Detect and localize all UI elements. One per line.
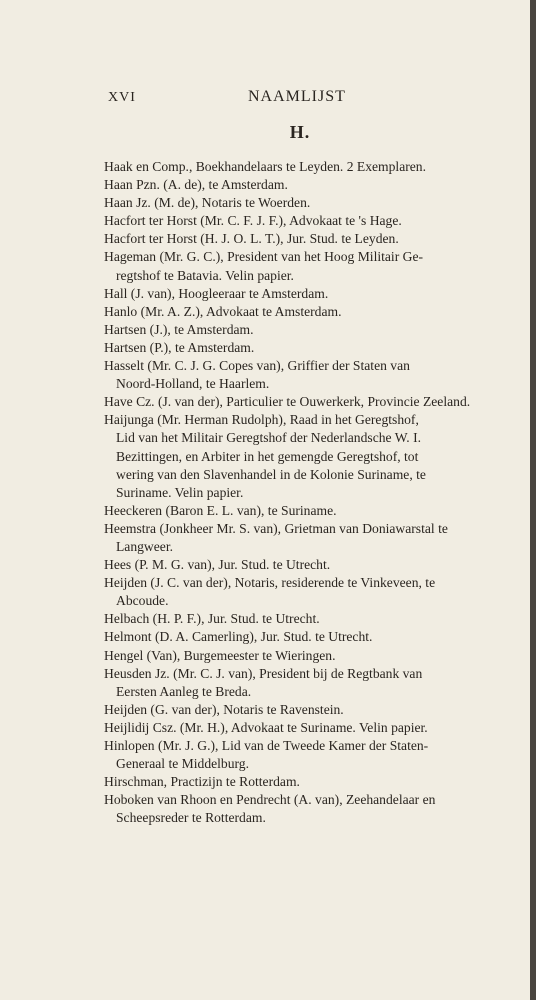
entry-line: Heusden Jz. (Mr. C. J. van), President bij de Regtbank van <box>104 665 423 681</box>
list-item <box>104 574 498 610</box>
entry-line: Hageman (Mr. G. C.), President van het Hoog Militair Ge- <box>104 249 424 265</box>
entry-continuation-line: Abcoude. <box>116 593 169 609</box>
list-item <box>104 230 498 248</box>
entry-line: Hengel (Van), Burgemeester te Wieringen. <box>104 647 336 663</box>
entry-line: Helbach (H. P. F.), Jur. Stud. te Utrecht. <box>104 611 320 627</box>
list-item <box>104 393 498 411</box>
entry-line: Haijunga (Mr. Herman Rudolph), Raad in het Geregtshof, <box>104 412 419 428</box>
entry-continuation-line: Lid van het Militair Geregtshof der Nederlandsche W. I. <box>116 430 422 446</box>
list-item <box>104 357 498 393</box>
entry-line: Heijlidij Csz. (Mr. H.), Advokaat te Suriname. Velin papier. <box>104 719 428 735</box>
list-item <box>104 502 498 520</box>
page-number: XVI <box>108 90 136 105</box>
entry-continuation-line: Suriname. Velin papier. <box>116 484 244 500</box>
entry-continuation-line: regtshof te Batavia. Velin papier. <box>116 267 294 283</box>
entry-continuation-line: wering van den Slavenhandel in de Kolonie Suriname, te <box>116 466 426 482</box>
list-item <box>104 773 498 791</box>
list-item <box>104 194 498 212</box>
entry-line: Hartsen (P.), te Amsterdam. <box>104 339 255 355</box>
entry-line: Hirschman, Practizijn te Rotterdam. <box>104 774 300 790</box>
running-title: NAAMLIJST <box>248 88 346 105</box>
list-item <box>104 791 498 827</box>
list-item <box>104 411 498 501</box>
entry-line: Hacfort ter Horst (Mr. C. F. J. F.), Advokaat te 's Hage. <box>104 213 402 229</box>
entry-line: Heemstra (Jonkheer Mr. S. van), Grietman van Doniawarstal te <box>104 520 448 536</box>
list-item <box>104 339 498 357</box>
entry-line: Hinlopen (Mr. J. G.), Lid van de Tweede Kamer der Staten- <box>104 738 429 753</box>
list-item <box>104 701 498 719</box>
list-item <box>104 303 498 321</box>
entry-continuation-line: Scheepsreder te Rotterdam. <box>116 810 266 826</box>
entry-line: Hasselt (Mr. C. J. G. Copes van), Griffier der Staten van <box>104 358 410 374</box>
list-item <box>104 610 498 628</box>
entry-line: Haan Pzn. (A. de), te Amsterdam. <box>104 177 288 193</box>
entry-line: Haan Jz. (M. de), Notaris te Woerden. <box>104 195 311 211</box>
entry-continuation-line: Bezittingen, en Arbiter in het gemengde Geregtshof, tot <box>116 448 419 464</box>
entry-line: Hoboken van Rhoon en Pendrecht (A. van), Zeehandelaar en <box>104 792 436 808</box>
entry-line: Helmont (D. A. Camerling), Jur. Stud. te Utrecht. <box>104 629 373 645</box>
entry-line: Have Cz. (J. van der), Particulier te Ouwerkerk, Provincie Zeeland. <box>104 394 471 410</box>
entry-continuation-line: Noord-Holland, te Haarlem. <box>116 376 270 392</box>
list-item <box>104 556 498 574</box>
section-heading: H. <box>289 122 311 142</box>
list-item <box>104 719 498 737</box>
entry-line: Hees (P. M. G. van), Jur. Stud. te Utrecht. <box>104 557 331 573</box>
page-edge-shadow <box>530 0 536 1000</box>
entry-continuation-line: Langweer. <box>116 538 173 554</box>
list-item <box>104 628 498 646</box>
list-item <box>104 737 498 773</box>
entry-line: Hartsen (J.), te Amsterdam. <box>104 321 254 337</box>
entry-line: Heijden (G. van der), Notaris te Ravenstein. <box>104 701 344 717</box>
list-item <box>104 665 498 701</box>
list-item <box>104 176 498 194</box>
entry-line: Hacfort ter Horst (H. J. O. L. T.), Jur. Stud. te Leyden. <box>104 231 399 247</box>
list-item <box>104 520 498 556</box>
list-item <box>104 212 498 230</box>
list-item <box>104 248 498 284</box>
entry-line: Haak en Comp., Boekhandelaars te Leyden. 2 Exemplaren. <box>104 159 426 174</box>
list-item <box>104 285 498 303</box>
list-item <box>104 158 498 176</box>
entry-continuation-line: Eersten Aanleg te Breda. <box>116 683 252 699</box>
entry-line: Heijden (J. C. van der), Notaris, residerende te Vinkeveen, te <box>104 575 436 591</box>
entry-line: Heeckeren (Baron E. L. van), te Suriname. <box>104 502 337 518</box>
subscriber-list <box>104 158 498 827</box>
list-item <box>104 321 498 339</box>
entry-continuation-line: Generaal te Middelburg. <box>116 756 249 772</box>
entry-line: Hanlo (Mr. A. Z.), Advokaat te Amsterdam. <box>104 303 342 319</box>
entry-line: Hall (J. van), Hoogleeraar te Amsterdam. <box>104 285 329 301</box>
page-header <box>108 88 498 110</box>
list-item <box>104 647 498 665</box>
